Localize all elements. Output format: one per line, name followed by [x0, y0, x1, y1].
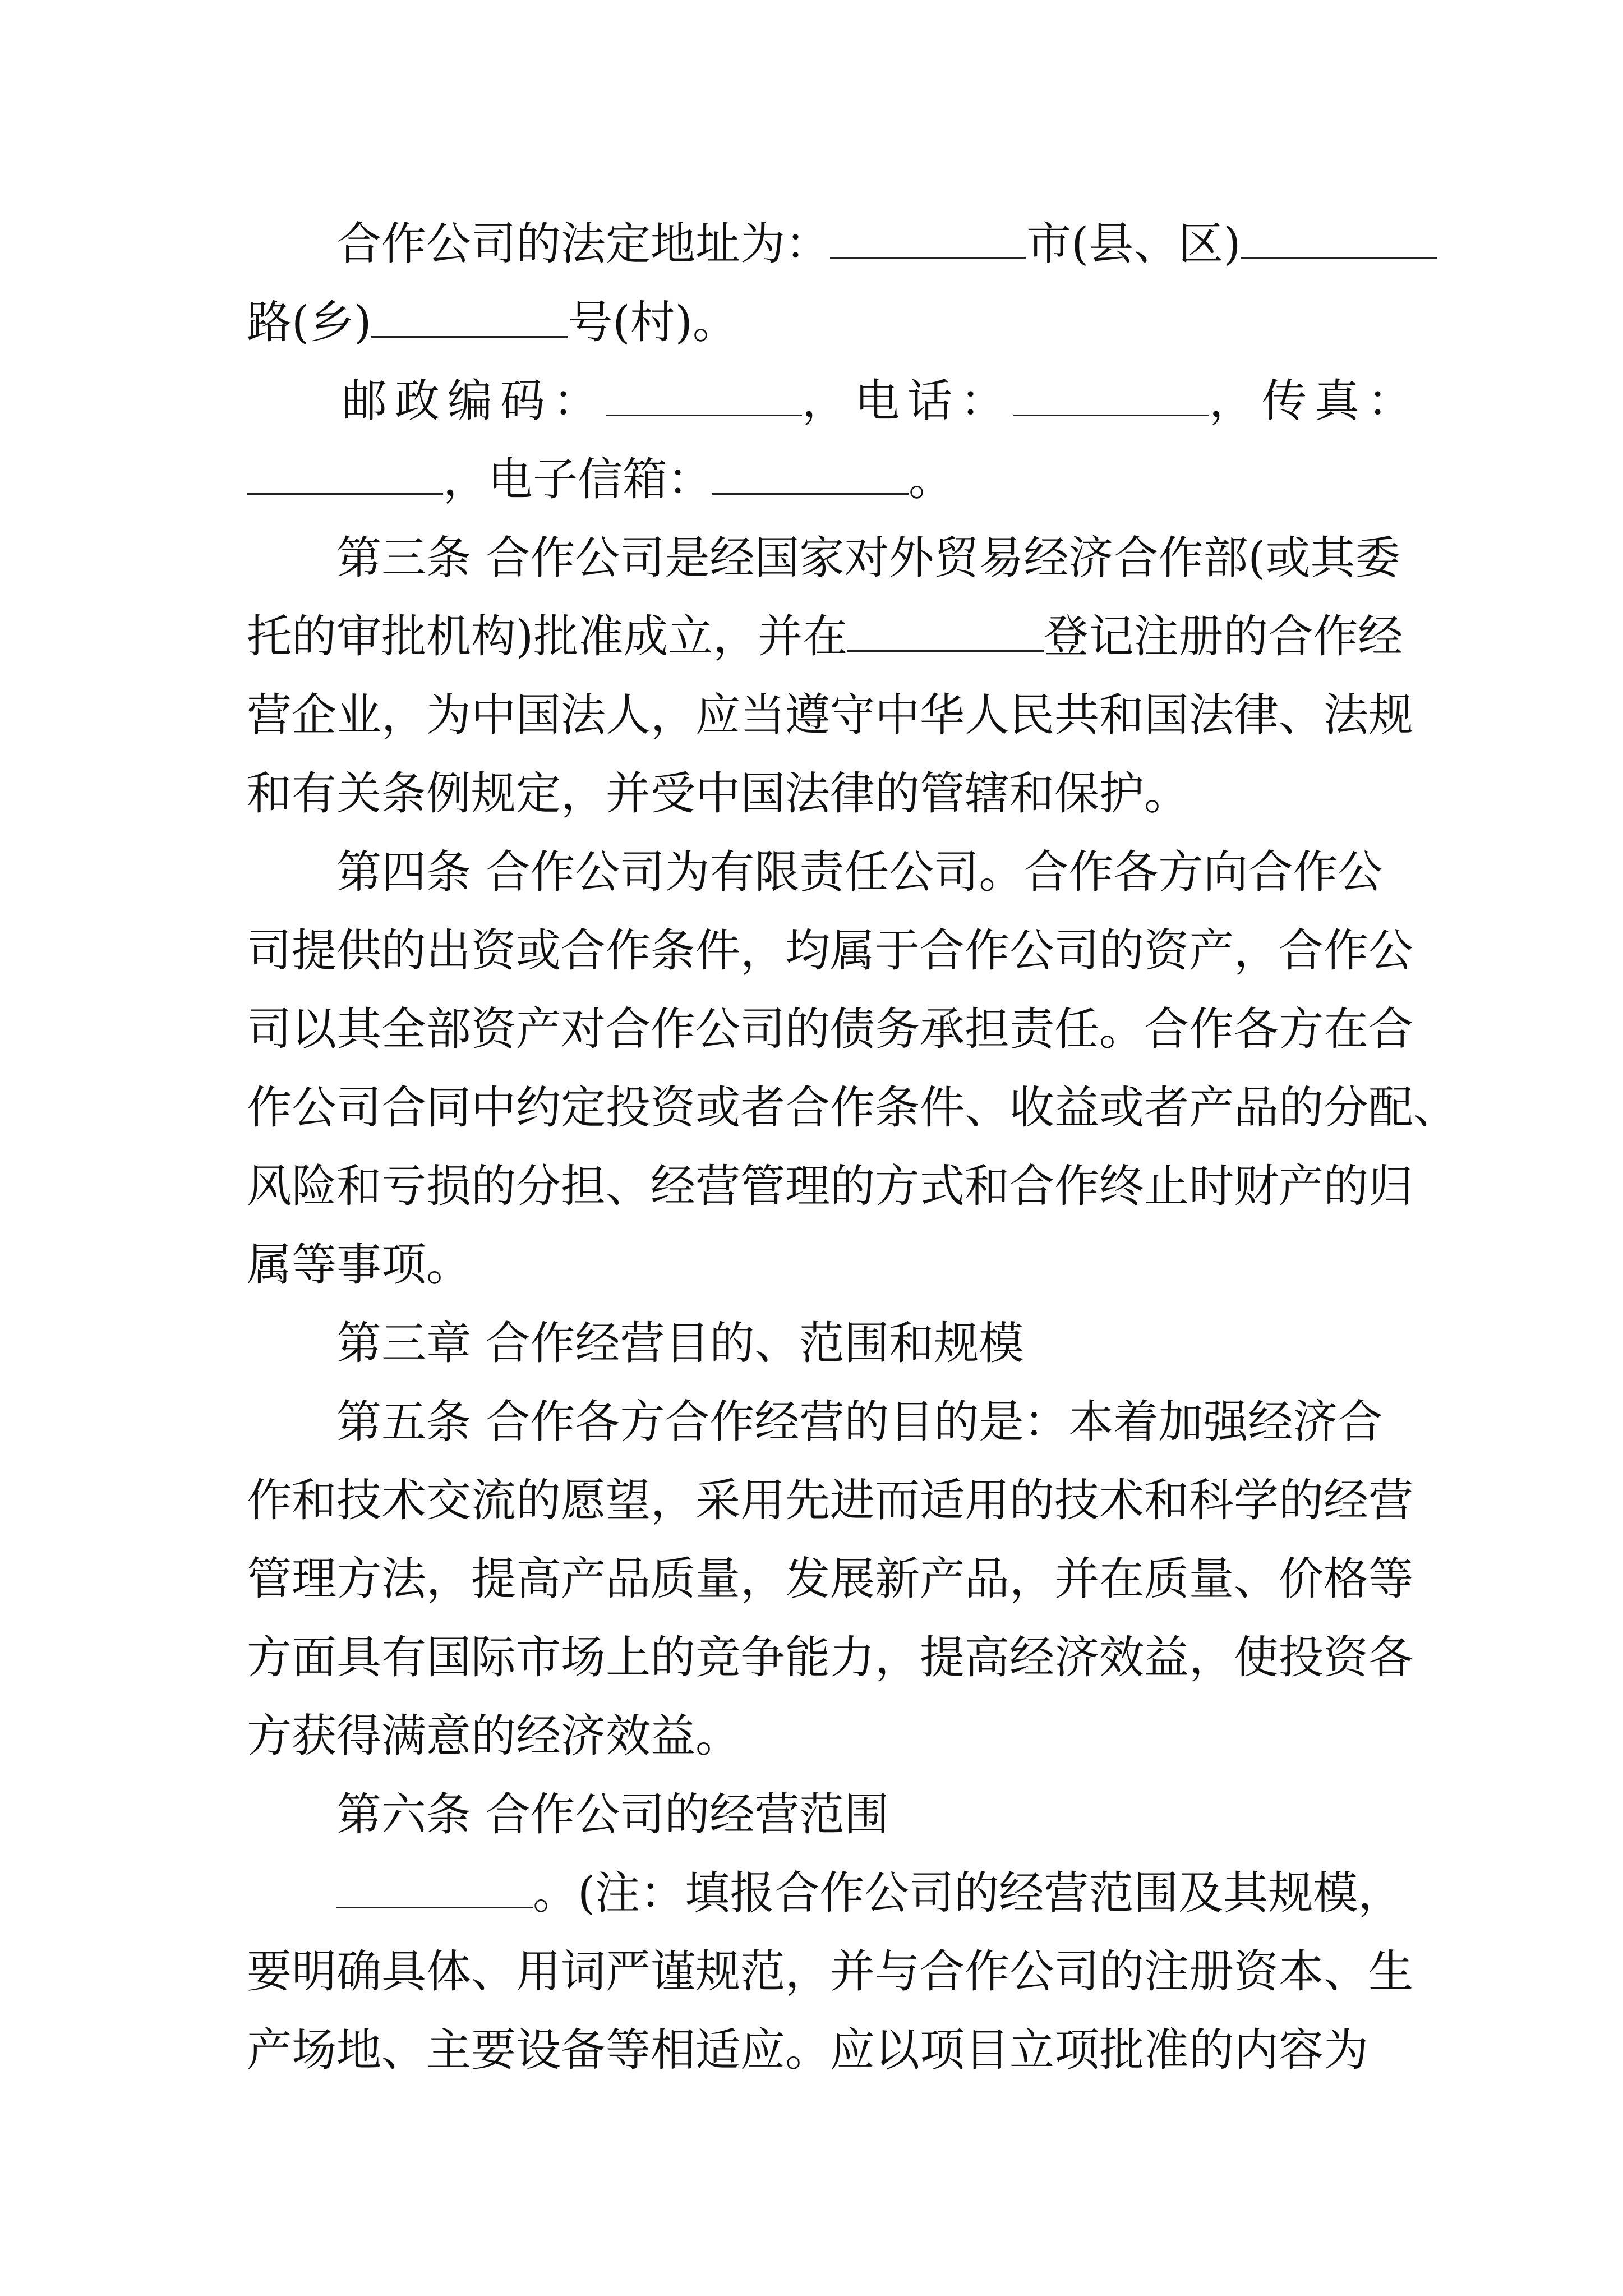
article6-line-3: 产场地、主要设备等相适应。应以项目立项批准的内容为 — [247, 2024, 1368, 2076]
road-blank — [371, 297, 568, 338]
contact-line-2 — [247, 449, 953, 510]
phone-label: ，电话： — [802, 375, 1013, 427]
address-label: 合作公司的法定地址为： — [336, 218, 830, 270]
number-suffix: 号(村)。 — [568, 296, 737, 348]
district-blank — [1241, 218, 1437, 259]
article5-line-1: 第五条 合作各方合作经营的目的是：本着加强经济合 — [336, 1396, 1383, 1448]
article6-line-1-suffix: 。(注：填报合作公司的经营范围及其规模， — [533, 1867, 1403, 1919]
article3-line-1: 第三条 合作公司是经国家对外贸易经济合作部(或其委 — [336, 532, 1400, 584]
email-blank — [712, 454, 909, 495]
city-suffix: 市(县、区) — [1026, 218, 1241, 270]
article6-title: 第六条 合作公司的经营范围 — [336, 1788, 889, 1841]
address-line-2 — [247, 292, 737, 353]
business-scope-blank — [336, 1867, 533, 1908]
article4-line-1: 第四条 合作公司为有限责任公司。合作各方向合作公 — [336, 846, 1383, 898]
article5-line-2: 作和技术交流的愿望，采用先进而适用的技术和科学的经营 — [247, 1474, 1413, 1526]
article3-line-2-suffix: 登记注册的合作经 — [1044, 610, 1403, 662]
article4-line-2: 司提供的出资或合作条件，均属于合作公司的资产，合作公 — [247, 924, 1413, 977]
article3-line-2-prefix: 托的审批机构)批准成立，并在 — [247, 610, 848, 662]
road-prefix: 路(乡) — [247, 296, 372, 348]
contact-end: 。 — [909, 453, 953, 505]
contact-line-1 — [342, 370, 1420, 432]
fax-blank — [247, 454, 443, 495]
email-label: ，电子信箱： — [443, 453, 712, 505]
article5-line-4: 方面具有国际市场上的竞争能力，提高经济效益，使投资各 — [247, 1631, 1413, 1683]
article4-line-5: 风险和亏损的分担、经营管理的方式和合作终止时财产的归 — [247, 1160, 1413, 1212]
article3-line-4: 和有关条例规定，并受中国法律的管辖和保护。 — [247, 767, 1189, 820]
article4-line-6: 属等事项。 — [247, 1239, 471, 1291]
address-line-1 — [336, 213, 1437, 275]
article4-line-4: 作公司合同中约定投资或者合作条件、收益或者产品的分配、 — [247, 1082, 1458, 1134]
postal-label: 邮政编码： — [342, 375, 606, 427]
fax-label: ，传真： — [1209, 375, 1420, 427]
phone-blank — [1013, 375, 1209, 416]
article6-line-2: 要明确具体、用词严谨规范，并与合作公司的注册资本、生 — [247, 1945, 1413, 1998]
city-blank — [830, 218, 1026, 259]
article6-line-1 — [336, 1862, 1403, 1924]
chapter-title: 第三章 合作经营目的、范围和规模 — [336, 1317, 1024, 1369]
article5-line-5: 方获得满意的经济效益。 — [247, 1710, 740, 1762]
registration-blank — [847, 611, 1044, 652]
article5-line-3: 管理方法，提高产品质量，发展新产品，并在质量、价格等 — [247, 1553, 1413, 1605]
article3-line-3: 营企业，为中国法人，应当遵守中华人民共和国法律、法规 — [247, 689, 1413, 741]
postal-blank — [606, 375, 802, 416]
article4-line-3: 司以其全部资产对合作公司的债务承担责任。合作各方在合 — [247, 1003, 1413, 1055]
article3-line-2 — [247, 606, 1403, 668]
